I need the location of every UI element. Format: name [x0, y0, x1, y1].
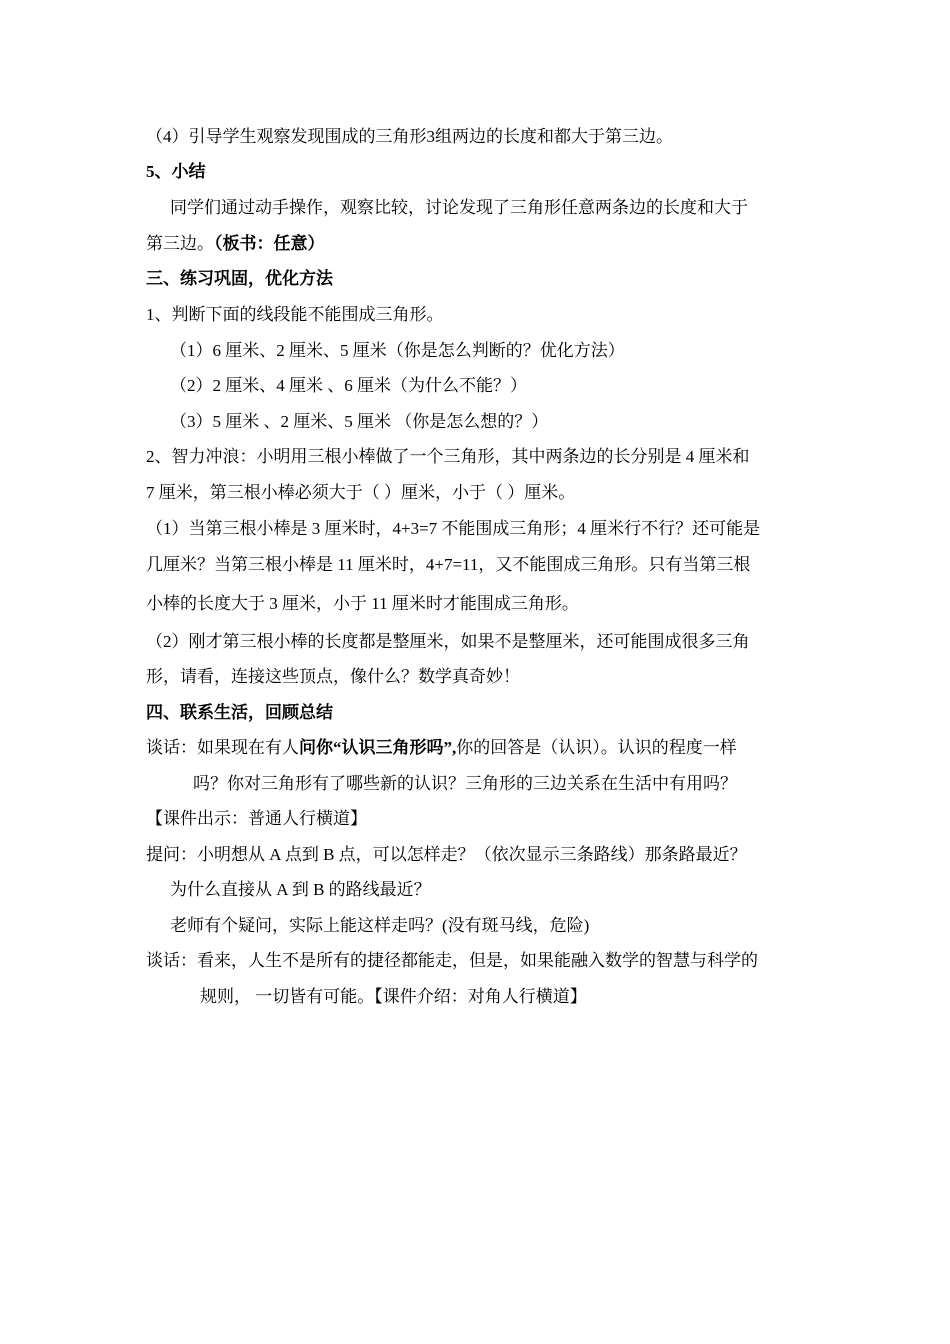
exercise-1-item-1: （1）6 厘米、2 厘米、5 厘米（你是怎么判断的？优化方法） [170, 341, 625, 360]
teacher-doubt: 老师有个疑问，实际上能这样走吗？(没有斑马线，危险) [170, 916, 590, 935]
exercise-2-part-2-cont: 形，请看，连接这些顶点，像什么？数学真奇妙！ [146, 667, 520, 686]
heading-practice: 三、练习巩固，优化方法 [146, 269, 333, 288]
closing-talk-cont: 规则， 一切皆有可能。【课件介绍：对角人行横道】 [200, 987, 587, 1006]
talk-paragraph-cont: 吗？你对三角形有了哪些新的认识？三角形的三边关系在生活中有用吗？ [193, 774, 737, 793]
exercise-1-item-3: （3）5 厘米 、2 厘米、5 厘米 （你是怎么想的？） [170, 412, 549, 431]
heading-life: 四、联系生活，回顾总结 [146, 703, 333, 722]
exercise-2-part-1: （1）当第三根小棒是 3 厘米时，4+3=7 不能围成三角形；4 厘米行不行？还可能是 [146, 519, 761, 538]
exercise-2-title: 2、智力冲浪：小明用三根小棒做了一个三角形，其中两条边的长分别是 4 厘米和 [146, 447, 750, 466]
exercise-1-title: 1、判断下面的线段能不能围成三角形。 [146, 305, 444, 324]
talk-end: 你的回答是（认识）。认识的程度一样 [456, 738, 737, 757]
courseware-show: 【课件出示：普通人行横道】 [146, 809, 367, 828]
talk-emphasis: 问你“认识三角形吗”, [299, 738, 457, 757]
exercise-2-part-2: （2）刚才第三根小棒的长度都是整厘米，如果不是整厘米，还可能围成很多三角 [146, 632, 750, 651]
board-note: （板书：任意） [214, 234, 325, 253]
paragraph-observe: （4）引导学生观察发现围成的三角形3组两边的长度和都大于第三边。 [146, 127, 673, 146]
paragraph-conclusion-cont [146, 232, 325, 256]
talk-paragraph [146, 736, 737, 760]
conclusion-tail: 第三边。 [146, 234, 214, 253]
closing-talk: 谈话：看来，人生不是所有的捷径都能走，但是，如果能融入数学的智慧与科学的 [146, 951, 758, 970]
exercise-2-part-1-end: 小棒的长度大于 3 厘米，小于 11 厘米时才能围成三角形。 [146, 594, 579, 613]
heading-summary: 5、小结 [146, 162, 206, 181]
talk-start: 谈话：如果现在有人 [146, 738, 299, 757]
question-why: 为什么直接从 A 到 B 的路线最近？ [170, 880, 431, 899]
paragraph-conclusion: 同学们通过动手操作，观察比较，讨论发现了三角形任意两条边的长度和大于 [170, 198, 748, 217]
exercise-2-question: 7 厘米，第三根小棒必须大于（ ）厘米，小于（ ）厘米。 [146, 483, 576, 502]
exercise-2-part-1-cont: 几厘米？当第三根小棒是 11 厘米时，4+7=11，又不能围成三角形。只有当第三根 [146, 555, 751, 574]
question-paragraph: 提问：小明想从 A 点到 B 点，可以怎样走？（依次显示三条路线）那条路最近？ [146, 845, 747, 864]
exercise-1-item-2: （2）2 厘米、4 厘米 、6 厘米（为什么不能？） [170, 376, 527, 395]
